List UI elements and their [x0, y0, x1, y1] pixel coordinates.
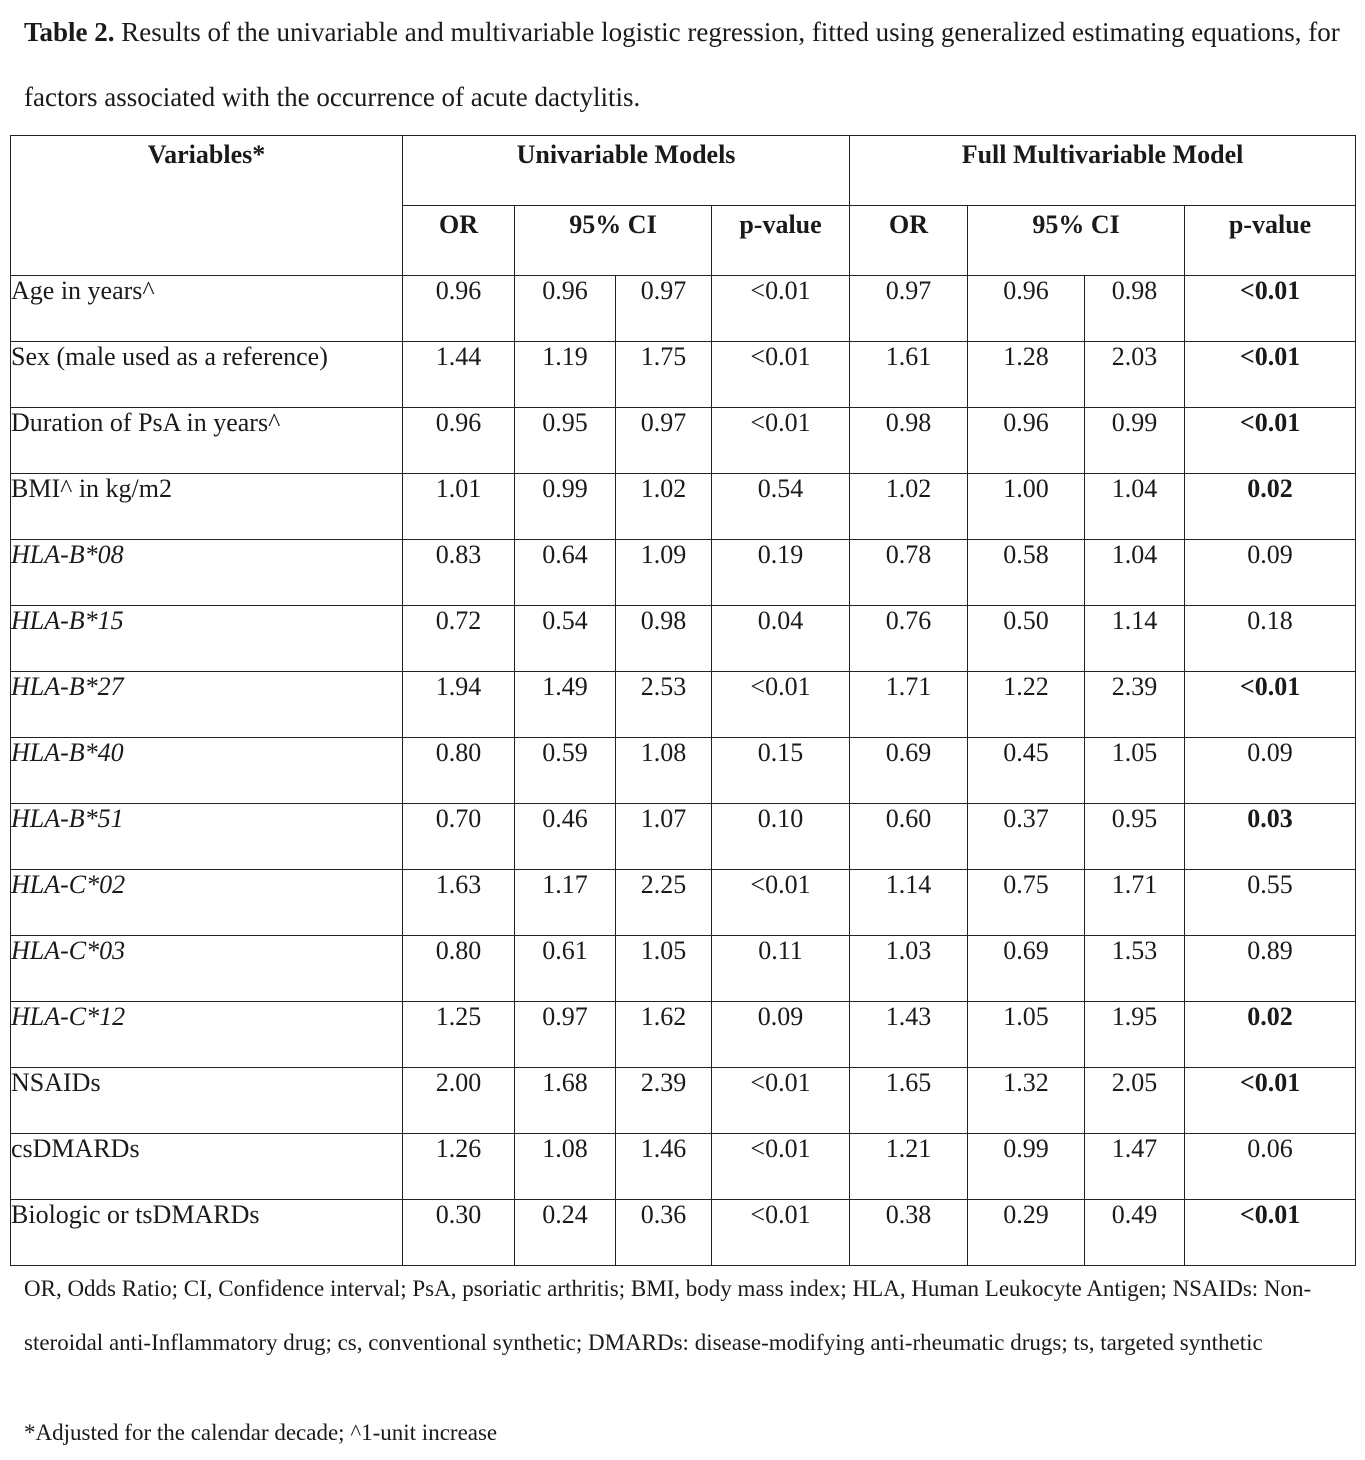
- table-row: [11, 474, 1356, 540]
- table-row: [11, 540, 1356, 606]
- cell-variable: Sex (male used as a reference): [11, 342, 403, 408]
- cell-multivariable-ci-lower: 0.58: [968, 540, 1085, 606]
- cell-univariable-or: 0.80: [403, 738, 515, 804]
- cell-multivariable-ci-lower: 0.50: [968, 606, 1085, 672]
- cell-univariable-or: 1.26: [403, 1134, 515, 1200]
- cell-univariable-ci-upper: 0.97: [616, 276, 712, 342]
- cell-multivariable-ci-lower: 1.00: [968, 474, 1085, 540]
- cell-univariable-or: 1.01: [403, 474, 515, 540]
- cell-multivariable-pvalue: 0.18: [1185, 606, 1356, 672]
- cell-univariable-or: 0.30: [403, 1200, 515, 1266]
- table-label: Table 2.: [24, 17, 115, 47]
- cell-variable: HLA-B*15: [11, 606, 403, 672]
- cell-variable: HLA-B*40: [11, 738, 403, 804]
- cell-multivariable-or: 1.65: [850, 1068, 968, 1134]
- cell-variable: Duration of PsA in years^: [11, 408, 403, 474]
- cell-univariable-ci-upper: 1.05: [616, 936, 712, 1002]
- cell-multivariable-ci-lower: 0.29: [968, 1200, 1085, 1266]
- cell-multivariable-ci-upper: 2.05: [1085, 1068, 1185, 1134]
- cell-univariable-or: 1.94: [403, 672, 515, 738]
- cell-multivariable-or: 0.60: [850, 804, 968, 870]
- cell-univariable-pvalue: <0.01: [712, 408, 850, 474]
- cell-univariable-pvalue: <0.01: [712, 342, 850, 408]
- cell-univariable-ci-upper: 1.62: [616, 1002, 712, 1068]
- cell-variable: HLA-B*08: [11, 540, 403, 606]
- cell-multivariable-ci-lower: 0.37: [968, 804, 1085, 870]
- header-multivariable-pvalue: p-value: [1185, 206, 1356, 276]
- header-univariable-ci: 95% CI: [515, 206, 712, 276]
- cell-multivariable-or: 1.14: [850, 870, 968, 936]
- cell-multivariable-pvalue: <0.01: [1185, 408, 1356, 474]
- cell-univariable-ci-upper: 1.75: [616, 342, 712, 408]
- cell-univariable-ci-upper: 0.36: [616, 1200, 712, 1266]
- cell-multivariable-pvalue: 0.09: [1185, 738, 1356, 804]
- cell-multivariable-or: 1.02: [850, 474, 968, 540]
- cell-multivariable-ci-upper: 1.71: [1085, 870, 1185, 936]
- cell-variable: HLA-B*27: [11, 672, 403, 738]
- cell-univariable-pvalue: <0.01: [712, 276, 850, 342]
- cell-multivariable-or: 1.61: [850, 342, 968, 408]
- cell-multivariable-pvalue: <0.01: [1185, 672, 1356, 738]
- cell-multivariable-ci-upper: 1.95: [1085, 1002, 1185, 1068]
- header-multivariable-or: OR: [850, 206, 968, 276]
- cell-multivariable-ci-lower: 1.22: [968, 672, 1085, 738]
- table-caption: [24, 0, 1344, 130]
- cell-multivariable-pvalue: <0.01: [1185, 1068, 1356, 1134]
- cell-multivariable-ci-lower: 0.96: [968, 276, 1085, 342]
- cell-multivariable-ci-upper: 1.53: [1085, 936, 1185, 1002]
- cell-univariable-pvalue: 0.04: [712, 606, 850, 672]
- cell-multivariable-ci-upper: 1.14: [1085, 606, 1185, 672]
- header-variables: Variables*: [11, 136, 403, 276]
- cell-univariable-or: 0.83: [403, 540, 515, 606]
- cell-univariable-or: 1.25: [403, 1002, 515, 1068]
- cell-variable: csDMARDs: [11, 1134, 403, 1200]
- cell-univariable-or: 1.44: [403, 342, 515, 408]
- cell-multivariable-ci-lower: 1.05: [968, 1002, 1085, 1068]
- cell-multivariable-pvalue: <0.01: [1185, 342, 1356, 408]
- cell-multivariable-ci-lower: 0.69: [968, 936, 1085, 1002]
- cell-multivariable-or: 0.76: [850, 606, 968, 672]
- cell-multivariable-ci-upper: 0.49: [1085, 1200, 1185, 1266]
- table-row: [11, 276, 1356, 342]
- cell-multivariable-ci-upper: 2.39: [1085, 672, 1185, 738]
- cell-multivariable-pvalue: <0.01: [1185, 276, 1356, 342]
- header-univariable: Univariable Models: [403, 136, 850, 206]
- cell-univariable-ci-lower: 1.49: [515, 672, 616, 738]
- cell-multivariable-or: 1.21: [850, 1134, 968, 1200]
- table-caption-text: Results of the univariable and multivariable logistic regression, fitted using generalized estimating equations, for factors associated with the occurrence of acute dactylitis.: [24, 17, 1340, 112]
- cell-multivariable-or: 0.98: [850, 408, 968, 474]
- cell-multivariable-ci-upper: 1.47: [1085, 1134, 1185, 1200]
- cell-univariable-ci-upper: 1.07: [616, 804, 712, 870]
- cell-multivariable-pvalue: 0.06: [1185, 1134, 1356, 1200]
- cell-univariable-pvalue: <0.01: [712, 1068, 850, 1134]
- cell-multivariable-ci-lower: 1.32: [968, 1068, 1085, 1134]
- cell-multivariable-pvalue: 0.02: [1185, 1002, 1356, 1068]
- cell-univariable-pvalue: 0.19: [712, 540, 850, 606]
- cell-variable: HLA-C*03: [11, 936, 403, 1002]
- cell-variable: NSAIDs: [11, 1068, 403, 1134]
- cell-multivariable-or: 1.71: [850, 672, 968, 738]
- cell-univariable-ci-upper: 1.08: [616, 738, 712, 804]
- cell-multivariable-pvalue: 0.02: [1185, 474, 1356, 540]
- cell-multivariable-or: 0.38: [850, 1200, 968, 1266]
- table-row: [11, 1134, 1356, 1200]
- cell-multivariable-ci-lower: 0.96: [968, 408, 1085, 474]
- cell-univariable-or: 0.96: [403, 276, 515, 342]
- cell-multivariable-or: 0.69: [850, 738, 968, 804]
- footnote-abbreviations: OR, Odds Ratio; CI, Confidence interval; PsA, psoriatic arthritis; BMI, body mass index; HLA, Human Leukocyte Antigen; NSAIDs: Non-steroidal anti-Inflammatory drug; cs, conventional synthetic; DMARDs: disease-modifying anti-rheumatic drugs; ts, targeted synthetic: [24, 1276, 1312, 1355]
- cell-variable: Age in years^: [11, 276, 403, 342]
- cell-univariable-ci-lower: 0.54: [515, 606, 616, 672]
- cell-univariable-ci-upper: 1.02: [616, 474, 712, 540]
- table-body: [11, 276, 1356, 1266]
- table-row: [11, 1002, 1356, 1068]
- cell-multivariable-ci-lower: 1.28: [968, 342, 1085, 408]
- cell-univariable-ci-lower: 0.99: [515, 474, 616, 540]
- table-row: [11, 672, 1356, 738]
- cell-univariable-or: 2.00: [403, 1068, 515, 1134]
- table-row: [11, 342, 1356, 408]
- cell-multivariable-ci-upper: 0.95: [1085, 804, 1185, 870]
- cell-univariable-ci-lower: 1.19: [515, 342, 616, 408]
- cell-multivariable-pvalue: <0.01: [1185, 1200, 1356, 1266]
- cell-univariable-ci-upper: 2.25: [616, 870, 712, 936]
- cell-univariable-or: 0.70: [403, 804, 515, 870]
- cell-univariable-ci-upper: 2.53: [616, 672, 712, 738]
- header-multivariable-ci: 95% CI: [968, 206, 1185, 276]
- header-univariable-pvalue: p-value: [712, 206, 850, 276]
- cell-univariable-ci-upper: 1.46: [616, 1134, 712, 1200]
- cell-univariable-pvalue: 0.10: [712, 804, 850, 870]
- cell-univariable-ci-lower: 0.95: [515, 408, 616, 474]
- cell-univariable-ci-lower: 0.59: [515, 738, 616, 804]
- cell-multivariable-or: 1.03: [850, 936, 968, 1002]
- cell-variable: BMI^ in kg/m2: [11, 474, 403, 540]
- cell-univariable-ci-upper: 0.97: [616, 408, 712, 474]
- cell-univariable-ci-lower: 0.96: [515, 276, 616, 342]
- cell-multivariable-ci-upper: 0.99: [1085, 408, 1185, 474]
- cell-univariable-pvalue: 0.54: [712, 474, 850, 540]
- table-row: [11, 804, 1356, 870]
- cell-univariable-pvalue: <0.01: [712, 672, 850, 738]
- table-row: [11, 870, 1356, 936]
- cell-multivariable-pvalue: 0.55: [1185, 870, 1356, 936]
- cell-univariable-ci-lower: 1.68: [515, 1068, 616, 1134]
- cell-multivariable-ci-upper: 1.05: [1085, 738, 1185, 804]
- cell-multivariable-ci-lower: 0.99: [968, 1134, 1085, 1200]
- cell-univariable-or: 0.96: [403, 408, 515, 474]
- cell-univariable-or: 0.72: [403, 606, 515, 672]
- cell-multivariable-ci-upper: 2.03: [1085, 342, 1185, 408]
- cell-variable: Biologic or tsDMARDs: [11, 1200, 403, 1266]
- cell-univariable-ci-lower: 1.17: [515, 870, 616, 936]
- cell-multivariable-ci-upper: 1.04: [1085, 474, 1185, 540]
- results-table: [10, 135, 1356, 1266]
- table-row: [11, 738, 1356, 804]
- table-row: [11, 1068, 1356, 1134]
- header-univariable-or: OR: [403, 206, 515, 276]
- cell-univariable-pvalue: <0.01: [712, 870, 850, 936]
- cell-univariable-pvalue: 0.11: [712, 936, 850, 1002]
- cell-variable: HLA-B*51: [11, 804, 403, 870]
- cell-univariable-pvalue: 0.15: [712, 738, 850, 804]
- cell-multivariable-pvalue: 0.89: [1185, 936, 1356, 1002]
- cell-univariable-or: 0.80: [403, 936, 515, 1002]
- cell-multivariable-pvalue: 0.09: [1185, 540, 1356, 606]
- table-row: [11, 1200, 1356, 1266]
- cell-univariable-ci-lower: 0.24: [515, 1200, 616, 1266]
- cell-multivariable-ci-lower: 0.45: [968, 738, 1085, 804]
- cell-multivariable-pvalue: 0.03: [1185, 804, 1356, 870]
- cell-multivariable-ci-upper: 1.04: [1085, 540, 1185, 606]
- footnote-adjustment: *Adjusted for the calendar decade; ^1-unit increase: [24, 1420, 498, 1445]
- cell-multivariable-ci-lower: 0.75: [968, 870, 1085, 936]
- cell-multivariable-or: 0.78: [850, 540, 968, 606]
- cell-multivariable-or: 0.97: [850, 276, 968, 342]
- cell-univariable-ci-lower: 0.64: [515, 540, 616, 606]
- cell-univariable-ci-upper: 1.09: [616, 540, 712, 606]
- cell-variable: HLA-C*12: [11, 1002, 403, 1068]
- cell-univariable-ci-lower: 0.61: [515, 936, 616, 1002]
- table-row: [11, 936, 1356, 1002]
- table-row: [11, 408, 1356, 474]
- table-row: [11, 606, 1356, 672]
- cell-univariable-ci-upper: 2.39: [616, 1068, 712, 1134]
- cell-univariable-ci-lower: 0.46: [515, 804, 616, 870]
- cell-multivariable-or: 1.43: [850, 1002, 968, 1068]
- cell-variable: HLA-C*02: [11, 870, 403, 936]
- header-row-groups: [11, 136, 1356, 206]
- cell-multivariable-ci-upper: 0.98: [1085, 276, 1185, 342]
- cell-univariable-or: 1.63: [403, 870, 515, 936]
- cell-univariable-pvalue: 0.09: [712, 1002, 850, 1068]
- header-multivariable: Full Multivariable Model: [850, 136, 1356, 206]
- cell-univariable-pvalue: <0.01: [712, 1134, 850, 1200]
- cell-univariable-pvalue: <0.01: [712, 1200, 850, 1266]
- cell-univariable-ci-lower: 1.08: [515, 1134, 616, 1200]
- cell-univariable-ci-lower: 0.97: [515, 1002, 616, 1068]
- cell-univariable-ci-upper: 0.98: [616, 606, 712, 672]
